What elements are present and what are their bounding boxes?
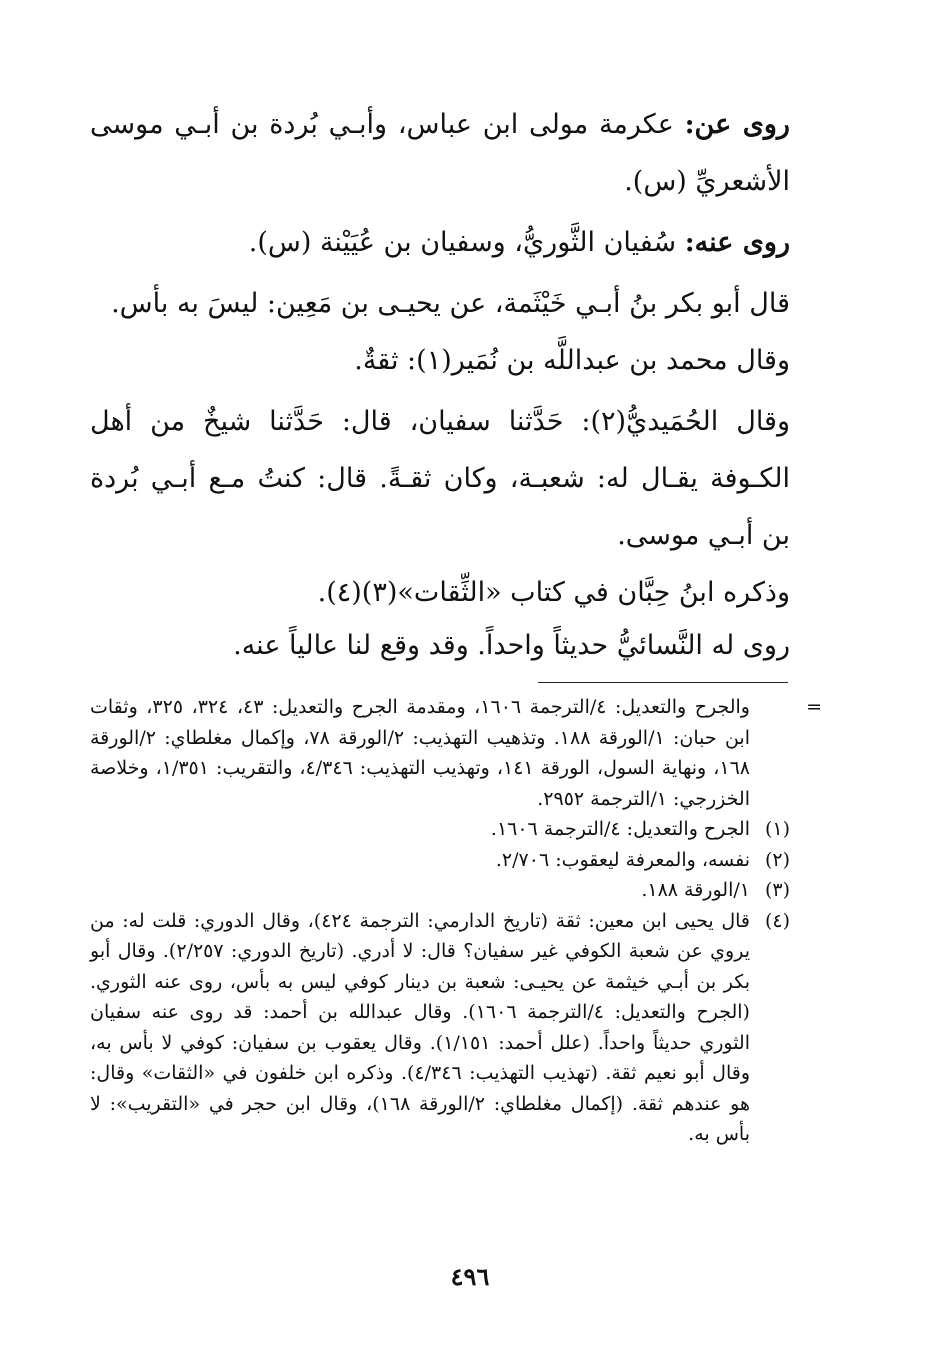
footnote-text: ١/الورقة ١٨٨. [641,879,750,901]
text-narrated-from: عكرمة مولى ابن عباس، وأبـي بُردة بن أبـي موسى الأشعريِّ (س). [90,109,790,197]
footnotes [90,692,822,1150]
footnote-2 [90,845,790,876]
footnote-number: (٤) [764,909,790,932]
label-narrated-by: روى عنه: [684,227,790,258]
footnote-text: نفسه، والمعرفة ليعقوب: ٢/٧٠٦. [495,848,750,871]
footnote-4 [90,906,790,1150]
paragraph-ibn-hibban: وذكره ابنُ حِبَّان في كتاب «الثِّقات»(٣)(٤). [317,577,790,608]
label-narrated-from: روى عن: [684,109,790,140]
footnote-continuation-text: والجرح والتعديل: ٤/الترجمة ١٦٠٦، ومقدمة الجرح والتعديل: ٤٣، ٣٢٤، ٣٢٥، وثقات ابن حبان: ١/الورقة ١٨٨. وتذهيب التهذيب: ٢/الورقة ٧٨، وإكمال مغلطاي: ٢/الورقة ١٦٨، ونهاية السول، الورقة ١٤١، وتهذيب التهذيب: ٤/٣٤٦، والتقريب: ١/٣٥١، وخلاصة الخزرجي: ١/الترجمة ٢٩٥٢. [90,696,751,810]
footnote-separator [538,682,788,683]
footnote-number: (٣) [764,879,790,901]
footnote-continuation [90,692,822,814]
footnote-number: (٢) [764,848,790,871]
footnote-text: قال يحيى ابن معين: ثقة (تاريخ الدارمي: الترجمة ٤٢٤)، وقال الدوري: قلت له: من يروي عن شعبة الكوفي غير سفيان؟ قال: لا أدري. (تاريخ الدوري: ٢/٢٥٧). وقال أبو بكر بن أبـي خيثمة عن يحيـى: شعبة بن دينار كوفي ليس به بأس، روى عنه الثوري. (الجرح والتعديل: ٤/الترجمة ١٦٠٦). وقال عبدالله بن أحمد: قد روى عنه سفيان الثوري حديثاً واحداً. (علل أحمد: ١/١٥١). وقال يعقوب بن سفيان: كوفي لا بأس به، وقال أبو نعيم ثقة. (تهذيب التهذيب: ٤/٣٤٦). وذكره ابن خلفون في «الثقات» وقال: هو عندهم ثقة. (إكمال مغلطاي: ٢/الورقة ١٦٨)، وقال ابن حجر في «التقريب»: لا بأس به. [90,909,751,1145]
paragraph-abu-bakr: قال أبو بكر بنُ أبـي خَيْثَمة، عن يحيـى بن مَعِين: ليسَ به بأس. [111,288,790,319]
footnote-text: الجرح والتعديل: ٤/الترجمة ١٦٠٦. [490,818,750,840]
footnote-3 [90,875,790,906]
paragraph-nasai: روى له النَّسائيُّ حديثاً واحداً. وقد وقع لنا عالياً عنه. [233,630,790,661]
text-narrated-by: سُفيان الثَّوريُّ، وسفيان بن عُيَيْنة (س). [248,227,677,258]
paragraph-narrated-by [90,214,790,271]
continuation-mark: = [806,696,822,718]
footnote-1 [90,814,790,845]
paragraph-humaydi: وقال الحُمَيديُّ(٢): حَدَّثنا سفيان، قال: حَدَّثنا شيخٌ من أهل الكـوفة يقـال له: شعبـة، وكان ثقـةً. قال: كنتُ مـع أبـي بُردة بن أبـي موسى. [90,406,790,551]
paragraph-narrated-from [90,96,790,210]
paragraph-ibn-numayr: وقال محمد بن عبداللَّه بن نُمَير(١): ثقةٌ. [354,345,790,376]
page-number: ٤٩٦ [450,1262,490,1291]
footnote-number: (١) [764,818,790,840]
main-text [90,96,790,671]
